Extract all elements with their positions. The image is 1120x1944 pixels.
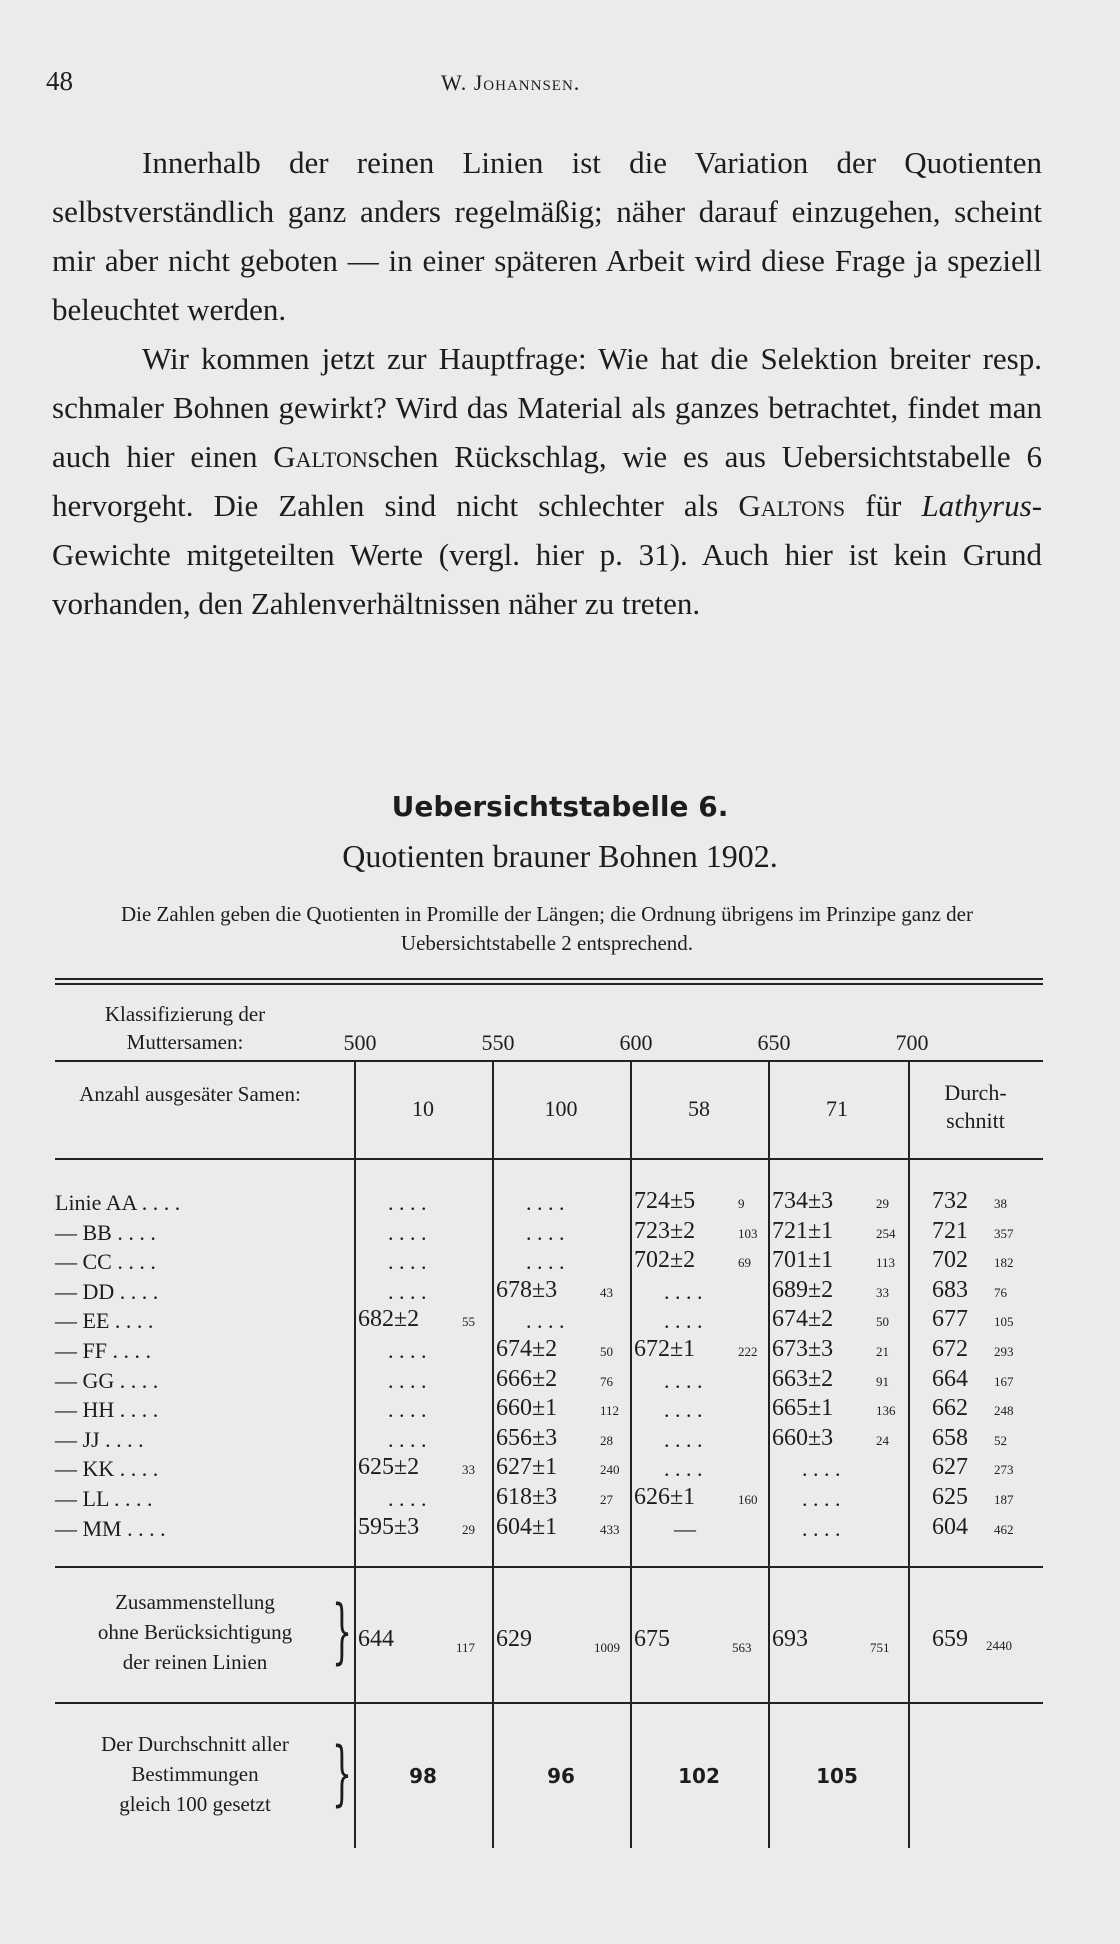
paragraph-1: Innerhalb der reinen Linien ist die Variation der Quotienten selbstverständlich ganz anders regelmäßig; näher darauf einzugehen, scheint mir aber nicht geboten — in einer späteren Arbeit wird diese Frage ja speziell beleuchtet werden.	[52, 145, 1042, 327]
table-top-rule	[55, 983, 1043, 985]
sown-value: 58	[688, 1096, 710, 1121]
row-label: — CC . . . .	[55, 1249, 156, 1275]
cell-value: 724±5	[634, 1188, 696, 1214]
summary-count: 1009	[594, 1640, 620, 1655]
avg-count: 182	[994, 1255, 1014, 1271]
cell-count: 69	[738, 1255, 751, 1271]
empty-cell: . . . .	[526, 1190, 565, 1215]
col-rule	[354, 1160, 356, 1848]
summary-avg-count: 2440	[986, 1638, 1012, 1653]
col-rule	[768, 1160, 770, 1848]
avg-value: 683	[932, 1276, 968, 1303]
avg-value: 672	[932, 1336, 968, 1362]
cell-count: 433	[600, 1521, 620, 1537]
cell-count: 50	[600, 1344, 613, 1359]
percent-value: 102	[678, 1764, 720, 1788]
class-value: 700	[895, 1030, 929, 1055]
cell-value: 673±3	[772, 1336, 834, 1362]
cell-count: 29	[462, 1521, 475, 1537]
avg-value: 664	[932, 1365, 968, 1392]
percent-label: gleich 100 gesetzt	[119, 1792, 271, 1816]
row-label: — EE . . . .	[55, 1308, 154, 1334]
empty-cell: . . . .	[388, 1278, 427, 1304]
col-rule	[492, 1060, 494, 1160]
table-top-rule	[55, 978, 1043, 980]
empty-cell: . . . .	[802, 1456, 841, 1482]
dash-cell: —	[674, 1515, 696, 1541]
summary-label: der reinen Linien	[122, 1650, 268, 1674]
empty-cell: . . . .	[802, 1515, 841, 1541]
cell-value: 604±1	[496, 1513, 558, 1540]
cell-value: 666±2	[496, 1365, 558, 1392]
empty-cell: . . . .	[664, 1308, 703, 1334]
cell-count: 21	[876, 1344, 889, 1359]
avg-count: 105	[994, 1314, 1014, 1330]
empty-cell: . . . .	[388, 1219, 427, 1245]
empty-cell: . . . .	[388, 1486, 427, 1511]
avg-count: 76	[994, 1284, 1007, 1300]
empty-cell: . . . .	[388, 1338, 427, 1363]
empty-cell: . . . .	[388, 1397, 427, 1423]
summary-label: ohne Berücksichtigung	[97, 1620, 293, 1644]
avg-value: 658	[932, 1424, 968, 1451]
cell-value: 625±2	[358, 1454, 420, 1481]
summary-count: 563	[732, 1640, 752, 1655]
summary-avg: 659	[932, 1626, 968, 1652]
avg-value: 702	[932, 1247, 968, 1274]
empty-cell: . . . .	[664, 1456, 703, 1482]
empty-cell: . . . .	[664, 1426, 703, 1452]
avg-value: 625	[932, 1484, 968, 1510]
header-bottom-rule	[55, 1158, 1043, 1160]
cell-value: 660±3	[772, 1424, 834, 1451]
empty-cell: . . . .	[388, 1190, 427, 1215]
cell-count: 33	[462, 1462, 475, 1478]
summary-bottom-rule	[55, 1702, 1043, 1704]
col-rule	[908, 1060, 910, 1160]
page-header	[46, 66, 1046, 106]
table-caption: Die Zahlen geben die Quotienten in Promille der Längen; die Ordnung übrigens im Prinzipe ganz der Uebersichtstabelle 2 entsprechend.	[120, 902, 973, 955]
col-rule	[630, 1060, 632, 1160]
col-rule	[354, 1060, 356, 1160]
cell-value: 721±1	[772, 1217, 834, 1244]
avg-value: 627	[932, 1454, 968, 1481]
avg-value: 604	[932, 1513, 968, 1540]
body-text	[52, 138, 1042, 628]
page-number: 48	[46, 66, 73, 96]
row-label: — GG . . . .	[55, 1367, 159, 1393]
cell-value: 723±2	[634, 1217, 696, 1244]
summary-label: Zusammenstellung	[115, 1590, 275, 1614]
paragraph-2: Wir kommen jetzt zur Hauptfrage: Wie hat die Selektion breiter resp. schmaler Bohnen gewirkt? Wird das Material als ganzes betrachtet, findet man auch hier einen Galtonschen Rückschlag, wie es aus Uebersichtstabelle 6 hervorgeht. Die Zahlen sind nicht schlechter als Galtons für Lathyrus-Gewichte mitgeteilten Werte (vergl. hier p. 31). Auch hier ist kein Grund vorhanden, den Zahlenverhältnissen näher zu treten.	[52, 341, 1043, 621]
avg-value: 677	[932, 1306, 968, 1333]
cell-count: 55	[462, 1314, 475, 1330]
cell-count: 222	[738, 1344, 758, 1359]
sown-value: 71	[826, 1096, 848, 1121]
cell-count: 24	[876, 1432, 889, 1448]
cell-value: 702±2	[634, 1247, 696, 1274]
class-value: 550	[481, 1030, 515, 1055]
cell-count: 240	[600, 1462, 620, 1478]
row-label: — KK . . . .	[55, 1456, 159, 1482]
row-label: — BB . . . .	[55, 1219, 156, 1245]
avg-header: schnitt	[946, 1108, 1005, 1133]
cell-value: 689±2	[772, 1276, 834, 1303]
cell-count: 103	[738, 1225, 758, 1241]
avg-value: 662	[932, 1395, 968, 1422]
cell-value: 618±3	[496, 1484, 558, 1510]
cell-count: 9	[738, 1196, 745, 1211]
cell-value: 656±3	[496, 1424, 558, 1451]
cell-value: 672±1	[634, 1336, 696, 1362]
empty-cell: . . . .	[388, 1367, 427, 1393]
cell-value: 674±2	[496, 1336, 558, 1362]
summary-value: 675	[634, 1626, 670, 1652]
percent-brace: }	[332, 1732, 353, 1814]
percent-value: 105	[816, 1764, 858, 1788]
empty-cell: . . . .	[526, 1219, 565, 1245]
cell-value: 595±3	[358, 1513, 420, 1540]
cell-count: 50	[876, 1314, 889, 1330]
col-rule	[492, 1160, 494, 1848]
avg-count: 293	[994, 1344, 1014, 1359]
percent-label: Der Durchschnitt aller	[101, 1732, 289, 1756]
row-label: — HH . . . .	[55, 1397, 159, 1423]
table-title: Uebersichtstabelle 6.	[391, 790, 729, 823]
cell-count: 113	[876, 1255, 896, 1271]
summary-count: 751	[870, 1640, 890, 1655]
cell-value: 701±1	[772, 1247, 834, 1274]
cell-value: 627±1	[496, 1454, 558, 1481]
class-rule	[55, 1060, 1043, 1062]
col-rule	[908, 1160, 910, 1848]
running-head-author: W. Johannsen.	[441, 70, 581, 95]
class-value: 650	[757, 1030, 791, 1055]
row-label: Linie AA . . . .	[55, 1190, 181, 1215]
class-value: 600	[619, 1030, 653, 1055]
empty-cell: . . . .	[526, 1249, 565, 1275]
avg-count: 187	[994, 1492, 1014, 1507]
cell-count: 112	[600, 1403, 620, 1419]
cell-count: 28	[600, 1432, 613, 1448]
summary-value: 629	[496, 1626, 532, 1652]
row-label: — MM . . . .	[55, 1515, 166, 1541]
row-label: — LL . . . .	[55, 1486, 153, 1511]
class-value: 500	[343, 1030, 377, 1055]
cell-count: 254	[876, 1225, 896, 1241]
table-subtitle: Quotienten brauner Bohnen 1902.	[342, 838, 778, 874]
summary-brace: }	[332, 1590, 353, 1672]
cell-value: 660±1	[496, 1395, 558, 1422]
cell-count: 33	[876, 1284, 889, 1300]
summary-value: 693	[772, 1626, 808, 1652]
cell-count: 43	[600, 1284, 613, 1300]
cell-count: 27	[600, 1492, 613, 1507]
cell-value: 734±3	[772, 1188, 834, 1214]
percent-value: 98	[409, 1764, 437, 1788]
empty-cell: . . . .	[388, 1426, 427, 1452]
summary-value: 644	[358, 1626, 394, 1652]
sown-value: 100	[544, 1096, 578, 1121]
avg-value: 721	[932, 1217, 968, 1244]
empty-cell: . . . .	[802, 1486, 841, 1511]
row-label: — DD . . . .	[55, 1278, 159, 1304]
avg-header: Durch-	[944, 1080, 1007, 1105]
percent-value: 96	[547, 1764, 575, 1788]
cell-value: 674±2	[772, 1306, 834, 1333]
cell-value: 663±2	[772, 1365, 834, 1392]
empty-cell: . . . .	[664, 1397, 703, 1423]
empty-cell: . . . .	[388, 1249, 427, 1275]
avg-count: 357	[994, 1225, 1014, 1241]
cell-value: 665±1	[772, 1395, 834, 1422]
class-label: Klassifizierung der Muttersamen:	[104, 1002, 266, 1054]
avg-count: 38	[994, 1196, 1007, 1211]
summary-count: 117	[456, 1640, 476, 1655]
avg-count: 167	[994, 1373, 1014, 1389]
cell-count: 136	[876, 1403, 896, 1419]
percent-label: Bestimmungen	[131, 1762, 259, 1786]
cell-count: 29	[876, 1196, 889, 1211]
cell-count: 160	[738, 1492, 758, 1507]
row-label: — FF . . . .	[55, 1338, 151, 1363]
cell-count: 91	[876, 1373, 889, 1389]
rows-bottom-rule	[55, 1566, 1043, 1568]
col-rule	[768, 1060, 770, 1160]
sown-label: Anzahl ausgesäter Samen:	[79, 1082, 301, 1106]
sown-value: 10	[412, 1096, 434, 1121]
empty-cell: . . . .	[526, 1308, 565, 1334]
cell-value: 682±2	[358, 1306, 420, 1333]
empty-cell: . . . .	[664, 1278, 703, 1304]
cell-value: 678±3	[496, 1276, 558, 1303]
avg-count: 462	[994, 1521, 1014, 1537]
empty-cell: . . . .	[664, 1367, 703, 1393]
cell-value: 626±1	[634, 1484, 696, 1510]
avg-count: 52	[994, 1432, 1007, 1448]
avg-count: 273	[994, 1462, 1014, 1478]
row-label: — JJ . . . .	[55, 1426, 144, 1452]
col-rule	[630, 1160, 632, 1848]
avg-count: 248	[994, 1403, 1014, 1419]
avg-value: 732	[932, 1188, 968, 1214]
cell-count: 76	[600, 1373, 613, 1389]
